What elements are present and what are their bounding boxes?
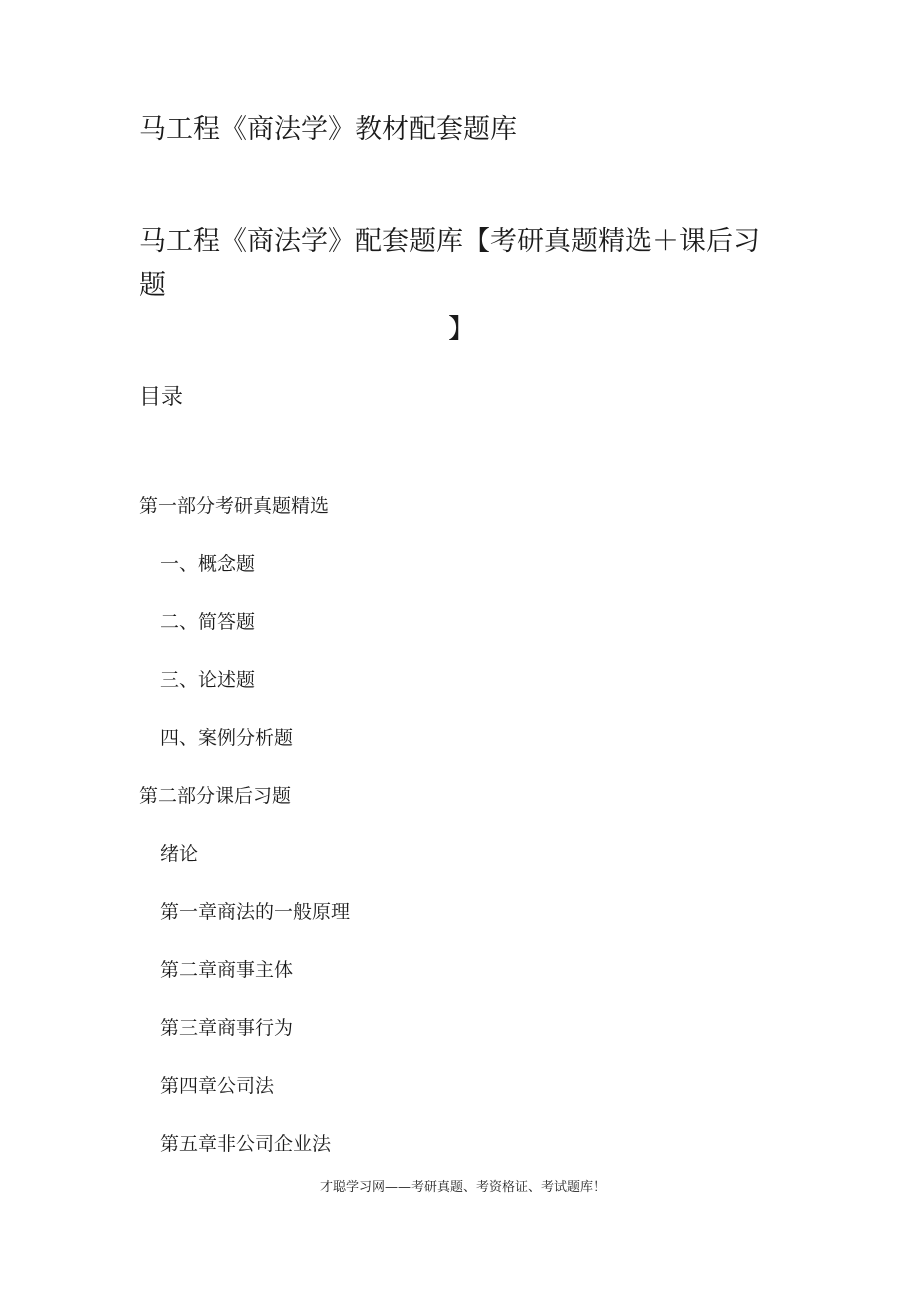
toc-item-introduction[interactable]: 绪论: [160, 843, 199, 865]
toc-item-chapter-5[interactable]: 第五章非公司企业法: [160, 1133, 332, 1155]
toc-item-essay[interactable]: 三、论述题: [160, 669, 256, 691]
toc-item-chapter-3[interactable]: 第三章商事行为: [160, 1017, 294, 1039]
page-title: 马工程《商法学》教材配套题库: [139, 114, 517, 145]
toc-item-concept-questions[interactable]: 一、概念题: [160, 553, 256, 575]
table-of-contents: [139, 489, 350, 1185]
toc-item-short-answer[interactable]: 二、简答题: [160, 611, 256, 633]
toc-item-chapter-2[interactable]: 第二章商事主体: [160, 959, 294, 981]
subtitle-line-1: 马工程《商法学》配套题库【考研真题精选＋课后习题: [139, 226, 760, 301]
document-subtitle: [139, 220, 784, 352]
page-footer: 才聪学习网——考研真题、考资格证、考试题库！: [319, 1180, 606, 1195]
toc-item-case-analysis[interactable]: 四、案例分析题: [160, 727, 294, 749]
toc-heading: 目录: [139, 385, 184, 410]
toc-item-chapter-4[interactable]: 第四章公司法: [160, 1075, 275, 1097]
toc-item-part-1[interactable]: 第一部分考研真题精选: [139, 495, 330, 517]
subtitle-line-2: 】: [448, 314, 475, 345]
toc-item-part-2[interactable]: 第二部分课后习题: [139, 785, 292, 807]
toc-item-chapter-1[interactable]: 第一章商法的一般原理: [160, 901, 351, 923]
